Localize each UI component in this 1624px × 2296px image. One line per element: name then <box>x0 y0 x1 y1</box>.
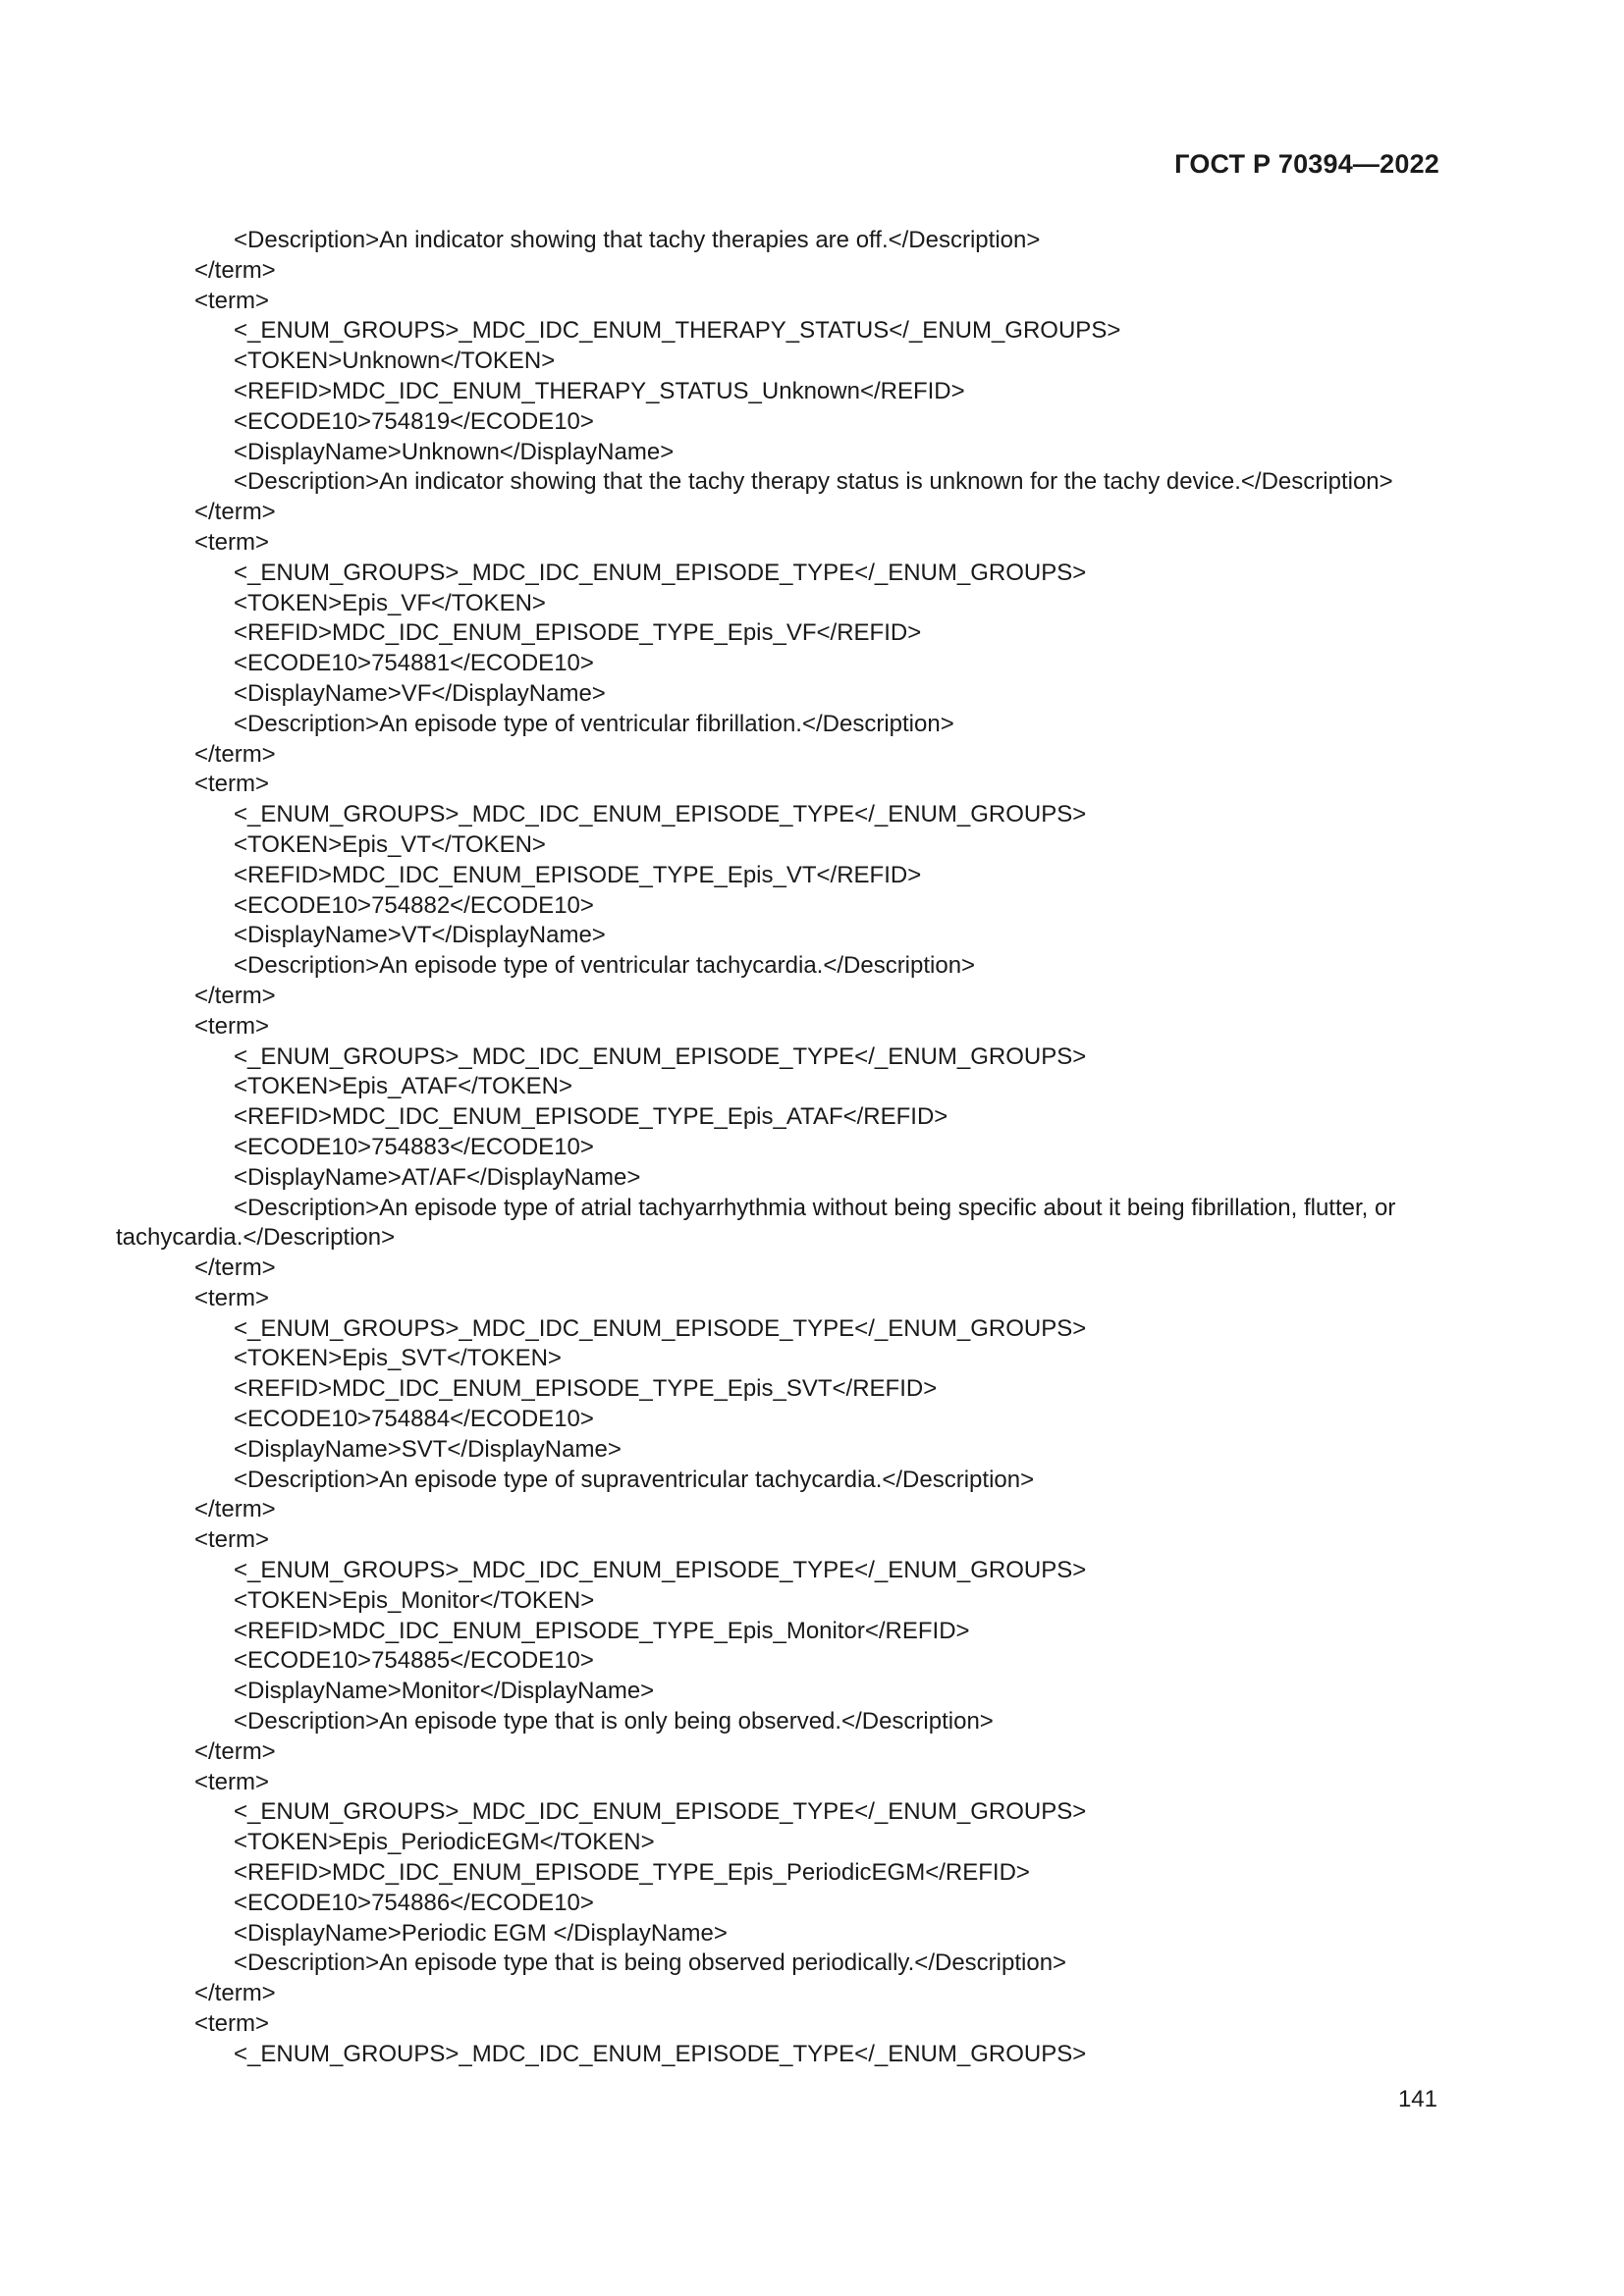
code-line: <Description>An episode type of atrial tachyarrhythmia without being specific about it being fibrillation, flutter, or <box>234 1194 1396 1221</box>
code-line: </term> <box>194 499 276 526</box>
code-line: <term> <box>194 528 270 556</box>
code-line: <DisplayName>VF</DisplayName> <box>234 679 606 707</box>
code-line: <Description>An indicator showing that the tachy therapy status is unknown for the tachy device.</Description> <box>234 468 1393 496</box>
code-line: </term> <box>194 1737 276 1765</box>
code-line: tachycardia.</Description> <box>116 1224 396 1252</box>
code-line: <_ENUM_GROUPS>_MDC_IDC_ENUM_EPISODE_TYPE</_ENUM_GROUPS> <box>234 1557 1087 1584</box>
code-line: <REFID>MDC_IDC_ENUM_EPISODE_TYPE_Epis_Monitor</REFID> <box>234 1617 970 1644</box>
code-line: <ECODE10>754885</ECODE10> <box>234 1647 594 1675</box>
code-line: </term> <box>194 982 276 1009</box>
code-line: <DisplayName>VT</DisplayName> <box>234 922 606 949</box>
code-line: <ECODE10>754882</ECODE10> <box>234 891 594 919</box>
page-number: 141 <box>1397 2086 1437 2112</box>
code-line: <Description>An episode type of ventricular tachycardia.</Description> <box>234 952 976 980</box>
code-line: <REFID>MDC_IDC_ENUM_EPISODE_TYPE_Epis_VF</REFID> <box>234 619 922 647</box>
code-line: <TOKEN>Epis_SVT</TOKEN> <box>234 1345 562 1372</box>
code-line: <_ENUM_GROUPS>_MDC_IDC_ENUM_THERAPY_STATUS</_ENUM_GROUPS> <box>234 317 1121 345</box>
code-line: <_ENUM_GROUPS>_MDC_IDC_ENUM_EPISODE_TYPE</_ENUM_GROUPS> <box>234 801 1087 828</box>
code-line: <term> <box>194 771 270 798</box>
code-line: <DisplayName>SVT</DisplayName> <box>234 1435 622 1463</box>
code-line: <REFID>MDC_IDC_ENUM_EPISODE_TYPE_Epis_ATAF</REFID> <box>234 1103 948 1131</box>
code-line: </term> <box>194 256 276 284</box>
code-line: <ECODE10>754883</ECODE10> <box>234 1133 594 1160</box>
code-line: </term> <box>194 1496 276 1523</box>
code-line: <DisplayName>AT/AF</DisplayName> <box>234 1163 641 1191</box>
code-line: <Description>An episode type that is only being observed.</Description> <box>234 1708 994 1735</box>
code-line: <ECODE10>754819</ECODE10> <box>234 407 594 435</box>
code-line: <DisplayName>Unknown</DisplayName> <box>234 438 675 465</box>
code-line: <REFID>MDC_IDC_ENUM_EPISODE_TYPE_Epis_PeriodicEGM</REFID> <box>234 1859 1030 1887</box>
code-line: </term> <box>194 1980 276 2007</box>
code-line: <REFID>MDC_IDC_ENUM_EPISODE_TYPE_Epis_SVT</REFID> <box>234 1375 938 1403</box>
code-line: <TOKEN>Epis_VF</TOKEN> <box>234 589 546 616</box>
code-line: <_ENUM_GROUPS>_MDC_IDC_ENUM_EPISODE_TYPE</_ENUM_GROUPS> <box>234 2040 1087 2067</box>
code-line: <_ENUM_GROUPS>_MDC_IDC_ENUM_EPISODE_TYPE</_ENUM_GROUPS> <box>234 1798 1087 1826</box>
code-line: <TOKEN>Epis_Monitor</TOKEN> <box>234 1586 595 1614</box>
code-line: <_ENUM_GROUPS>_MDC_IDC_ENUM_EPISODE_TYPE</_ENUM_GROUPS> <box>234 1314 1087 1342</box>
code-line: <_ENUM_GROUPS>_MDC_IDC_ENUM_EPISODE_TYPE</_ENUM_GROUPS> <box>234 1042 1087 1070</box>
code-line: <term> <box>194 2010 270 2038</box>
code-line: <term> <box>194 287 270 314</box>
code-line: <_ENUM_GROUPS>_MDC_IDC_ENUM_EPISODE_TYPE</_ENUM_GROUPS> <box>234 559 1087 586</box>
code-line: <TOKEN>Unknown</TOKEN> <box>234 347 556 375</box>
code-line: <ECODE10>754886</ECODE10> <box>234 1889 594 1916</box>
code-line: <DisplayName>Monitor</DisplayName> <box>234 1678 655 1705</box>
code-line: <Description>An episode type of supraventricular tachycardia.</Description> <box>234 1466 1035 1493</box>
code-line: </term> <box>194 740 276 768</box>
code-line: <TOKEN>Epis_PeriodicEGM</TOKEN> <box>234 1829 655 1856</box>
document-standard-id: ГОСТ Р 70394—2022 <box>1174 149 1439 179</box>
code-line: <DisplayName>Periodic EGM </DisplayName> <box>234 1919 728 1947</box>
code-line: <term> <box>194 1526 270 1554</box>
code-line: <ECODE10>754884</ECODE10> <box>234 1406 594 1433</box>
code-line: <Description>An episode type that is being observed periodically.</Description> <box>234 1949 1067 1977</box>
code-line: <REFID>MDC_IDC_ENUM_EPISODE_TYPE_Epis_VT</REFID> <box>234 861 922 888</box>
code-line: <ECODE10>754881</ECODE10> <box>234 650 594 677</box>
xml-listing <box>116 226 1441 2070</box>
code-line: <REFID>MDC_IDC_ENUM_THERAPY_STATUS_Unknown</REFID> <box>234 377 965 404</box>
code-line: <term> <box>194 1012 270 1040</box>
code-line: <TOKEN>Epis_VT</TOKEN> <box>234 830 546 858</box>
code-line: <term> <box>194 1768 270 1795</box>
code-line: <TOKEN>Epis_ATAF</TOKEN> <box>234 1073 573 1100</box>
code-line: <Description>An episode type of ventricular fibrillation.</Description> <box>234 710 954 737</box>
code-line: <Description>An indicator showing that tachy therapies are off.</Description> <box>234 227 1041 253</box>
code-line: </term> <box>194 1255 276 1282</box>
code-line: <term> <box>194 1284 270 1311</box>
